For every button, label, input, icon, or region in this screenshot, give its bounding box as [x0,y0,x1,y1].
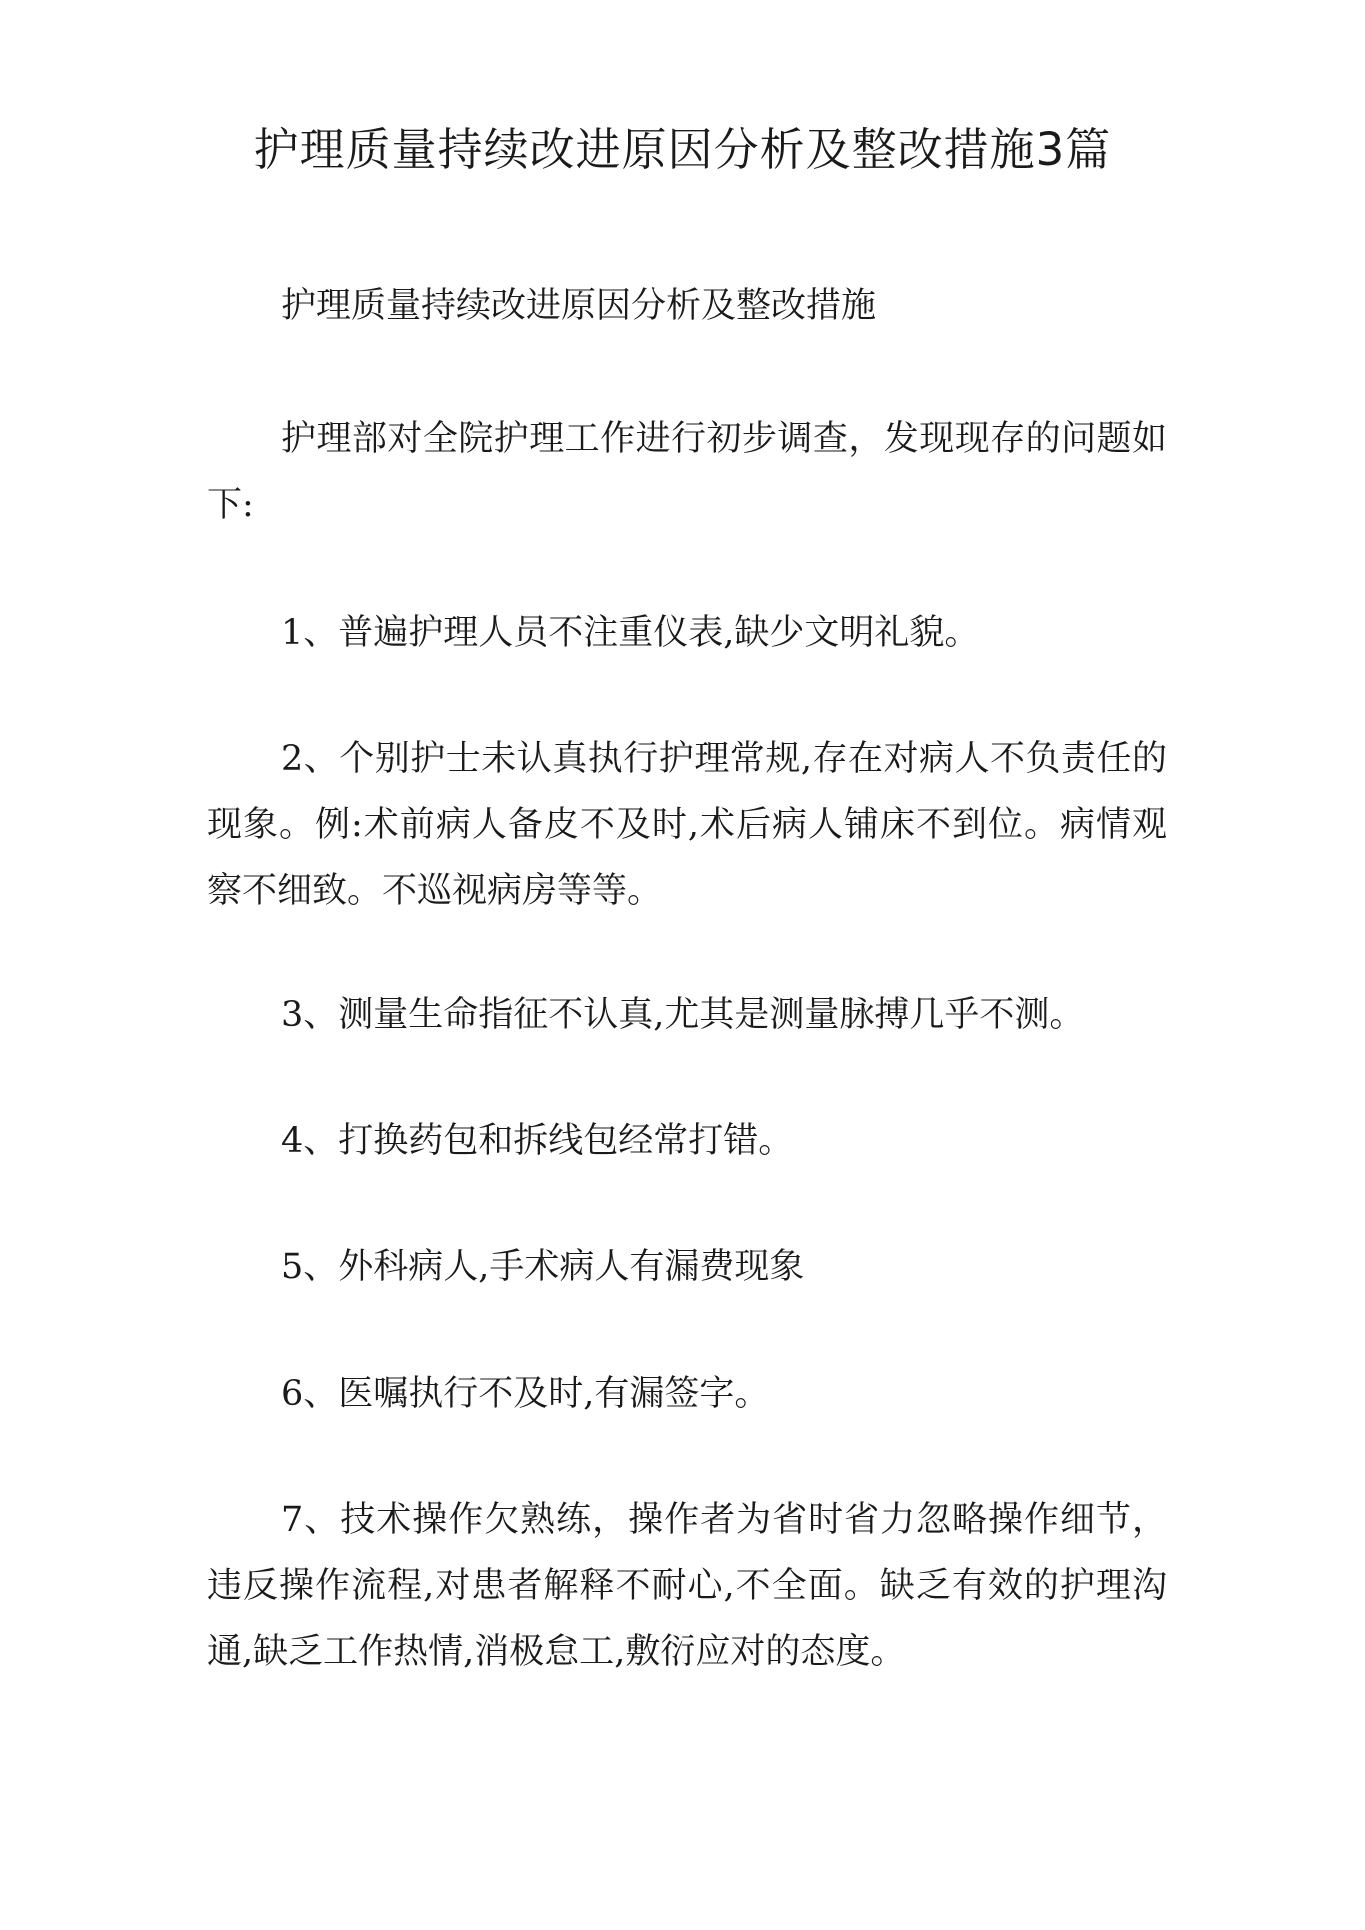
paragraph-item-3: 3、测量生命指征不认真,尤其是测量脉搏几乎不测。 [281,995,1085,1035]
paragraph-intro: 护理部对全院护理工作进行初步调查，发现现存的问题如下: [207,419,1167,525]
paragraph-item-2: 2、个别护士未认真执行护理常规,存在对病人不负责任的现象。例:术前病人备皮不及时,术后病人铺床不到位。病情观察不细致。不巡视病房等等。 [207,739,1167,911]
document-title: 护理质量持续改进原因分析及整改措施3篇 [253,123,1112,176]
paragraph-item-5: 5、外科病人,手术病人有漏费现象 [281,1247,805,1287]
paragraph-subtitle: 护理质量持续改进原因分析及整改措施 [281,286,877,326]
paragraph-item-1: 1、普遍护理人员不注重仪表,缺少文明礼貌。 [281,613,980,653]
paragraph-item-6: 6、医嘱执行不及时,有漏签字。 [281,1374,770,1414]
paragraph-item-7: 7、技术操作欠熟练，操作者为省时省力忽略操作细节，违反操作流程,对患者解释不耐心,不全面。缺乏有效的护理沟通,缺乏工作热情,消极怠工,敷衍应对的态度。 [207,1500,1167,1672]
paragraph-item-4: 4、打换药包和拆线包经常打错。 [281,1121,794,1161]
